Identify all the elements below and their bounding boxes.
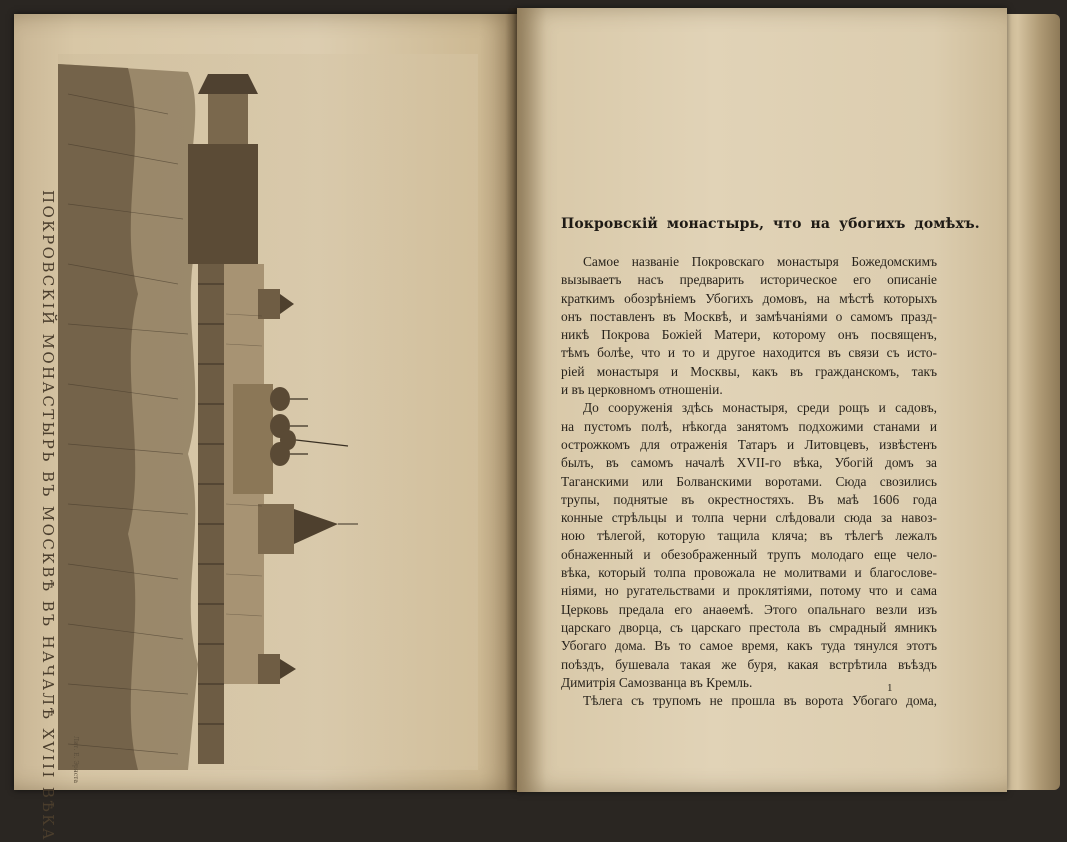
left-page xyxy=(14,14,519,842)
text-line: на пустомъ полѣ, нѣкогда занятомъ подхожими станами и xyxy=(561,418,937,434)
text-line: ніями, но ругательствами и проклятіями, потому что и сама xyxy=(561,583,937,599)
text-line: Таганскими или Болванскими воротами. Сюда свозились xyxy=(561,473,937,489)
right-page xyxy=(517,8,1007,792)
text-line: былъ, въ самомъ началѣ XVII-го вѣка, Убогій домъ за xyxy=(561,455,937,471)
text-line: онъ поставленъ въ Москвѣ, и замѣчаніями о самомъ празд- xyxy=(561,308,937,324)
text-line: трупы, поднятые въ окрестностяхъ. Въ маѣ 1606 года xyxy=(561,491,937,507)
text-line: Церковь предала его анаѳемѣ. Этого опальнаго везли изъ xyxy=(561,601,937,617)
text-line: До сооруженія здѣсь монастыря, среди рощъ и садовъ, xyxy=(583,400,937,416)
text-line: царскаго дворца, съ царскаго престола въ смрадный ямникъ xyxy=(561,619,937,635)
monastery-engraving xyxy=(58,54,478,770)
text-line: вызываетъ насъ предварить историческое его описаніе xyxy=(561,272,937,288)
chapter-heading: Покровскій монастырь, что на убогихъ домѣхъ. xyxy=(561,216,980,232)
illustration-caption: ПОКРОВСКІЙ МОНАСТЫРЬ ВЪ МОСКВѢ ВЪ НАЧАЛѢ XVIII ВѢКА xyxy=(39,190,57,842)
text-line: поѣздъ, бушевала такая же буря, какая встрѣтила въѣздъ xyxy=(561,656,937,672)
body-text xyxy=(561,253,937,710)
text-line: вѣка, который толпа провожала не молитвами и благослове- xyxy=(561,565,937,581)
text-line: и въ церковномъ отношеніи. xyxy=(561,382,723,398)
text-line: обнаженный и обезображенный трупъ молодаго еще чело- xyxy=(561,546,937,562)
text-line: острожкомъ для отраженія Татаръ и Литовцевъ, извѣстенъ xyxy=(561,436,937,452)
text-line: Самое названіе Покровскаго монастыря Божедомскимъ xyxy=(583,254,937,269)
text-line: краткимъ обозрѣніемъ Убогихъ домовъ, на мѣстѣ которыхъ xyxy=(561,290,937,306)
text-line: Димитрія Самозванца въ Кремль. xyxy=(561,674,753,690)
lithographer-credit: Лит. Е. Эрнста xyxy=(72,736,79,784)
text-line: конные стрѣльцы и толпа черни слѣдовали сюда за навоз- xyxy=(561,510,937,526)
text-line: ріей монастыря и Москвы, какъ въ гражданскомъ, такъ xyxy=(561,363,937,379)
page-number: 1 xyxy=(887,682,893,694)
text-line: Тѣлега съ трупомъ не прошла въ ворота Убогаго дома, xyxy=(583,693,937,709)
text-line: тѣмъ болѣе, что и то и другое находится въ связи съ исто- xyxy=(561,345,937,361)
text-line: ною тѣлегой, которую тащила кляча; въ тѣлегѣ лежалъ xyxy=(561,528,937,544)
text-line: никѣ Покрова Божіей Матери, которому онъ посвященъ, xyxy=(561,327,937,343)
text-line: Убогаго дома. Въ то самое время, какъ туда тянулся этотъ xyxy=(561,638,937,654)
